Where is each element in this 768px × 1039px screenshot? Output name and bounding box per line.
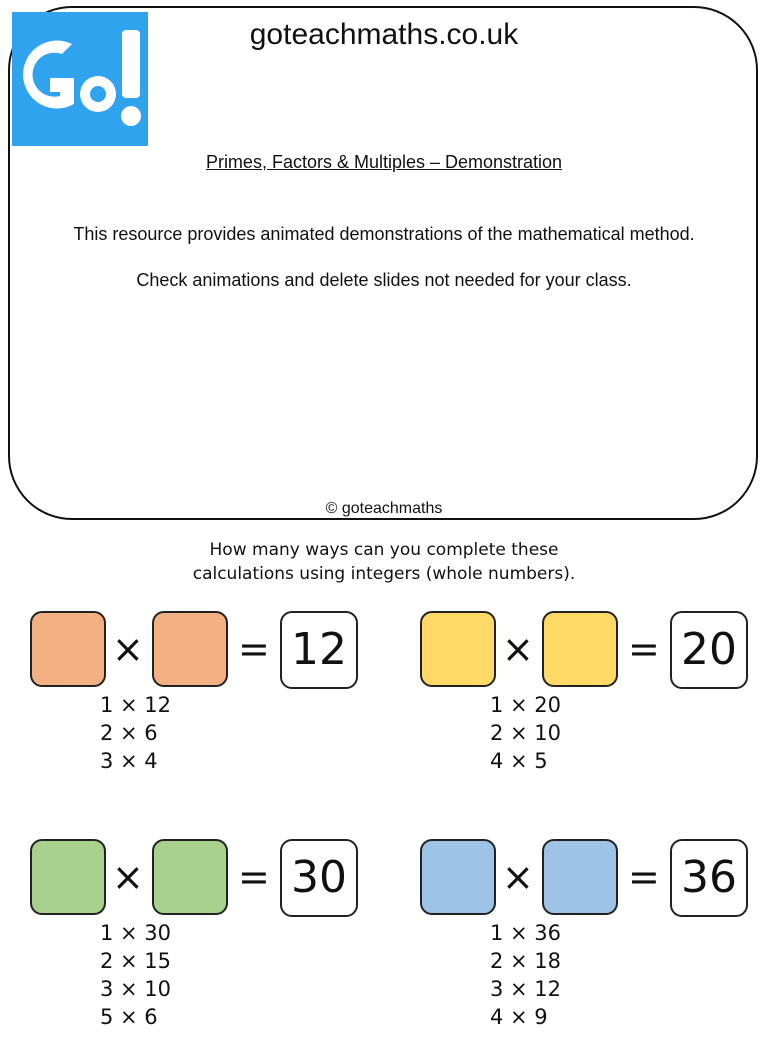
question-line-2: calculations using integers (whole numbers). bbox=[192, 564, 576, 584]
slide-title: Primes, Factors & Multiples – Demonstration bbox=[205, 152, 563, 172]
equals-sign: = bbox=[628, 855, 660, 899]
problem-36 bbox=[420, 839, 760, 1039]
factor-pair: 3 × 12 bbox=[490, 977, 562, 1001]
factor-pair-list bbox=[100, 691, 171, 775]
factor-box-1 bbox=[420, 839, 496, 915]
times-sign: × bbox=[112, 627, 144, 671]
factor-pair: 3 × 4 bbox=[100, 749, 158, 773]
copyright-text: © goteachmaths bbox=[325, 500, 443, 517]
description-line-1: This resource provides animated demonstrations of the mathematical method. bbox=[73, 224, 695, 244]
factor-pair: 2 × 10 bbox=[490, 721, 562, 745]
factor-pair: 2 × 18 bbox=[490, 949, 562, 973]
target-number: 36 bbox=[670, 839, 748, 917]
factor-pair: 1 × 30 bbox=[100, 921, 172, 945]
factor-pair: 2 × 6 bbox=[100, 721, 158, 745]
factor-box-1 bbox=[30, 611, 106, 687]
factor-pair-list bbox=[490, 919, 561, 1031]
factor-pair-list bbox=[490, 691, 561, 775]
description-line-2: Check animations and delete slides not needed for your class. bbox=[136, 270, 632, 290]
factor-pair: 4 × 9 bbox=[490, 1005, 548, 1029]
target-number: 12 bbox=[280, 611, 358, 689]
factor-pair: 4 × 5 bbox=[490, 749, 548, 773]
factor-pair-list bbox=[100, 919, 171, 1031]
factor-box-2 bbox=[152, 611, 228, 687]
equals-sign: = bbox=[628, 627, 660, 671]
factor-box-2 bbox=[152, 839, 228, 915]
factor-pair: 1 × 20 bbox=[490, 693, 562, 717]
factor-pair: 2 × 15 bbox=[100, 949, 172, 973]
factor-pair: 1 × 36 bbox=[490, 921, 562, 945]
factor-box-2 bbox=[542, 611, 618, 687]
equals-sign: = bbox=[238, 855, 270, 899]
question-line-1: How many ways can you complete these bbox=[209, 540, 559, 560]
target-number: 30 bbox=[280, 839, 358, 917]
factor-pair: 1 × 12 bbox=[100, 693, 172, 717]
target-number: 20 bbox=[670, 611, 748, 689]
factor-box-1 bbox=[30, 839, 106, 915]
problem-30 bbox=[30, 839, 370, 1039]
problem-12 bbox=[30, 611, 370, 811]
factor-box-2 bbox=[542, 839, 618, 915]
site-title[interactable]: goteachmaths.co.uk bbox=[249, 18, 519, 51]
equals-sign: = bbox=[238, 627, 270, 671]
times-sign: × bbox=[112, 855, 144, 899]
times-sign: × bbox=[502, 627, 534, 671]
factor-pair: 3 × 10 bbox=[100, 977, 172, 1001]
factor-box-1 bbox=[420, 611, 496, 687]
problem-20 bbox=[420, 611, 760, 811]
factor-pair: 5 × 6 bbox=[100, 1005, 158, 1029]
question-text bbox=[0, 538, 768, 586]
times-sign: × bbox=[502, 855, 534, 899]
